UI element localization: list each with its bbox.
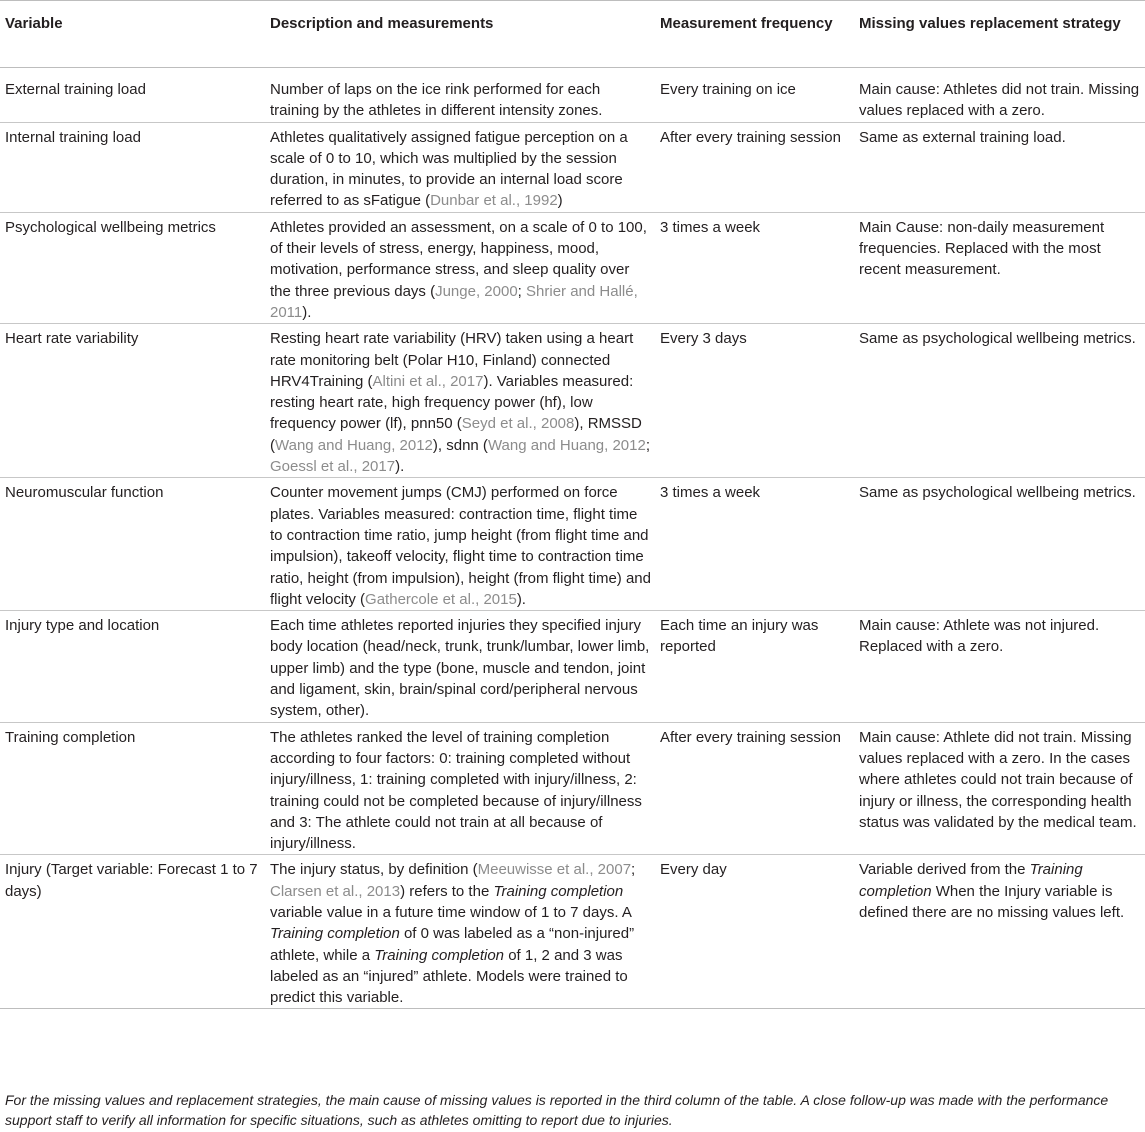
text-segment: of 1, 2 and 3 was labeled as an “injured” athlete. Models were trained to predict this variable.: [270, 946, 628, 1007]
table-row: [0, 611, 1145, 722]
citation-link[interactable]: Goessl et al., 2017: [270, 458, 396, 476]
text-segment: ), RMSSD (: [270, 415, 642, 454]
citation-link[interactable]: Seyd et al., 2008: [461, 415, 575, 433]
table-row: [0, 212, 1145, 323]
citation-link[interactable]: Clarsen et al., 2013: [270, 882, 401, 900]
italic-term: Training completion: [374, 946, 505, 964]
text-segment: ).: [516, 590, 526, 608]
text-segment: Main cause: Athlete did not train. Missing values replaced with a zero. In the cases where athletes could not train because of injury or illness, the corresponding health status was validated by the medical team.: [859, 728, 1137, 831]
cell-description: [265, 611, 655, 722]
cell-strategy: [854, 722, 1145, 855]
cell-variable: Injury type and location: [0, 611, 265, 722]
citation-link[interactable]: Meeuwisse et al., 2007: [477, 861, 632, 879]
text-segment: Variable derived from the: [859, 861, 1030, 879]
text-segment: ): [557, 192, 563, 210]
text-segment: variable value in a future time window of 1 to 7 days. A: [270, 903, 632, 921]
table-footnote: For the missing values and replacement strategies, the main cause of missing values is reported in the third column of the table. A close follow-up was made with the performance support staff to verify all information for specific situations, such as athletes omitting to report due to injuries.: [5, 1092, 1109, 1128]
cell-strategy: [854, 478, 1145, 611]
header-frequency: Measurement frequency: [655, 1, 854, 68]
cell-description: [265, 68, 655, 123]
cell-strategy: [854, 212, 1145, 323]
citation-link[interactable]: Altini et al., 2017: [372, 372, 484, 390]
table-row: [0, 122, 1145, 212]
text-segment: ;: [517, 282, 527, 300]
table-row: [0, 324, 1145, 478]
citation-link[interactable]: Junge, 2000: [435, 282, 518, 300]
table-row: [0, 478, 1145, 611]
table-row: [0, 68, 1145, 123]
cell-frequency: Every day: [655, 855, 854, 1009]
text-segment: Same as psychological wellbeing metrics.: [859, 330, 1136, 348]
citation-link[interactable]: Wang and Huang, 2012: [487, 436, 646, 454]
cell-description: [265, 478, 655, 611]
text-segment: Athletes qualitatively assigned fatigue perception on a scale of 0 to 10, which was multiplied by the session duration, in minutes, to provide an internal load score referred to as sFatigue (: [270, 128, 628, 210]
cell-variable: Injury (Target variable: Forecast 1 to 7 days): [0, 855, 265, 1009]
cell-strategy: [854, 611, 1145, 722]
citation-link[interactable]: Dunbar et al., 1992: [430, 192, 558, 210]
cell-description: [265, 212, 655, 323]
italic-term: Training completion: [859, 861, 1083, 900]
citation-link[interactable]: Gathercole et al., 2015: [365, 590, 517, 608]
text-segment: Same as external training load.: [859, 128, 1066, 146]
cell-strategy: [854, 324, 1145, 478]
text-segment: ). Variables measured: resting heart rate, high frequency power (hf), low frequency power (lf), pnn50 (: [270, 372, 634, 433]
text-segment: ), sdnn (: [432, 436, 488, 454]
text-segment: Number of laps on the ice rink performed for each training by the athletes in different intensity zones.: [270, 81, 603, 120]
text-segment: The injury status, by definition (: [270, 861, 478, 879]
table-body: [0, 68, 1145, 1009]
table-header-row: [0, 1, 1145, 68]
text-segment: ;: [631, 861, 636, 879]
italic-term: Training completion: [270, 925, 400, 943]
cell-variable: Heart rate variability: [0, 324, 265, 478]
cell-frequency: After every training session: [655, 122, 854, 212]
header-strategy: Missing values replacement strategy: [854, 1, 1145, 68]
header-variable: Variable: [0, 1, 265, 68]
text-segment: Counter movement jumps (CMJ) performed on force plates. Variables measured: contraction time, flight time to contraction time ratio, jump height (from flight time and impulsion), takeoff velocity, flight time to contraction time ratio, height (from impulsion), height (from flight time) and flight velocity (: [270, 484, 651, 608]
table-row: [0, 722, 1145, 855]
cell-description: [265, 324, 655, 478]
citation-link[interactable]: Wang and Huang, 2012: [275, 436, 433, 454]
text-segment: The athletes ranked the level of training completion according to four factors: 0: training completed without injury/illness, 1: training completed with injury/illness, 2: training could not be completed because of injury/illness and 3: The athlete could not train at all because of injury/illness.: [270, 728, 642, 853]
cell-strategy: [854, 122, 1145, 212]
text-segment: Athletes provided an assessment, on a scale of 0 to 100, of their levels of stress, energy, happiness, mood, motivation, performance stress, and sleep quality over the three previous days (: [270, 218, 647, 300]
cell-frequency: Each time an injury was reported: [655, 611, 854, 722]
text-segment: Main cause: Athlete was not injured. Replaced with a zero.: [859, 617, 1100, 656]
italic-term: Training completion: [493, 882, 624, 900]
cell-strategy: [854, 855, 1145, 1009]
cell-description: [265, 122, 655, 212]
text-segment: When the Injury variable is defined there are no missing values left.: [859, 882, 1125, 921]
cell-variable: External training load: [0, 68, 265, 123]
header-description: Description and measurements: [265, 1, 655, 68]
cell-description: [265, 722, 655, 855]
cell-frequency: 3 times a week: [655, 212, 854, 323]
text-segment: ;: [645, 436, 651, 454]
text-segment: of 0 was labeled as a “non-injured” athlete, while a: [270, 925, 635, 964]
text-segment: Same as psychological wellbeing metrics.: [859, 484, 1136, 502]
cell-frequency: 3 times a week: [655, 478, 854, 611]
citation-link[interactable]: Shrier and Hallé, 2011: [270, 282, 638, 321]
cell-description: [265, 855, 655, 1009]
cell-variable: Internal training load: [0, 122, 265, 212]
cell-frequency: Every training on ice: [655, 68, 854, 123]
text-segment: Each time athletes reported injuries they specified injury body location (head/neck, trunk, trunk/lumbar, lower limb, upper limb) and the type (bone, muscle and tendon, joint and ligament, skin, brain/spinal cord/peripheral nervous system, other).: [270, 617, 650, 720]
cell-frequency: After every training session: [655, 722, 854, 855]
cell-frequency: Every 3 days: [655, 324, 854, 478]
text-segment: ) refers to the: [400, 882, 494, 900]
text-segment: ).: [395, 458, 405, 476]
cell-strategy: [854, 68, 1145, 123]
cell-variable: Psychological wellbeing metrics: [0, 212, 265, 323]
cell-variable: Training completion: [0, 722, 265, 855]
cell-variable: Neuromuscular function: [0, 478, 265, 611]
text-segment: Main Cause: non-daily measurement frequencies. Replaced with the most recent measurement.: [859, 218, 1105, 279]
text-segment: Main cause: Athletes did not train. Missing values replaced with a zero.: [859, 81, 1140, 120]
table-row: [0, 855, 1145, 1009]
text-segment: ).: [302, 303, 312, 321]
text-segment: Resting heart rate variability (HRV) taken using a heart rate monitoring belt (Polar H10, Finland) connected HRV4Training (: [270, 330, 634, 390]
